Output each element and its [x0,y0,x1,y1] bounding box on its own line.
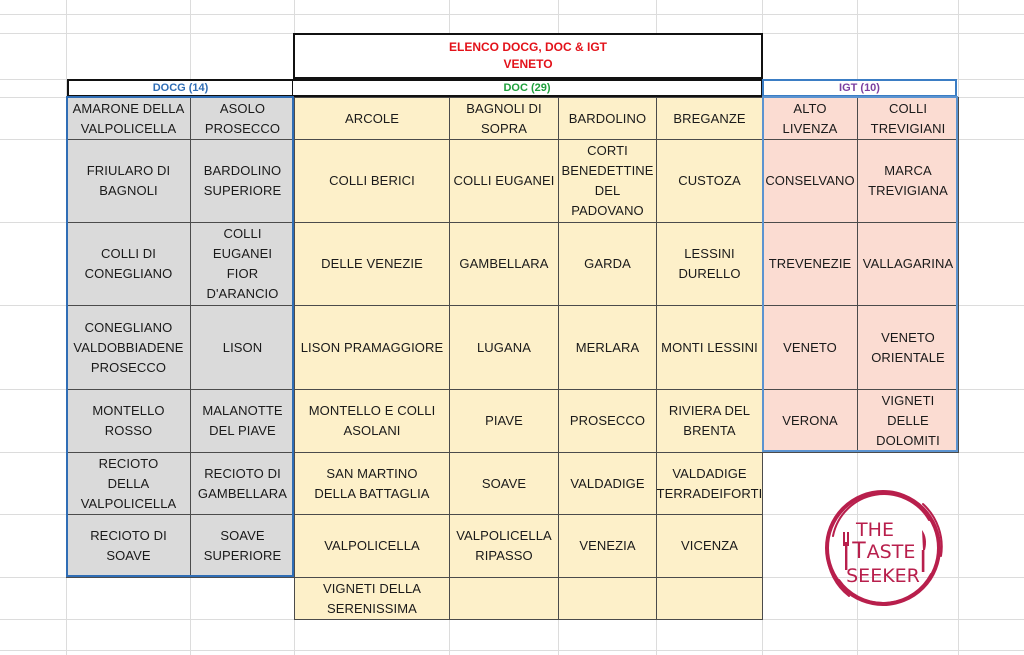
doc-cell[interactable] [449,577,559,620]
docg-cell[interactable]: SOAVE SUPERIORE [190,514,295,578]
doc-cell[interactable]: ARCOLE [294,97,450,140]
docg-header: DOCG (14) [67,79,294,97]
doc-cell[interactable]: BAGNOLI DI SOPRA [449,97,559,140]
docg-cell[interactable]: AMARONE DELLA VALPOLICELLA [66,97,191,140]
doc-cell[interactable]: COLLI BERICI [294,139,450,223]
doc-cell[interactable]: GAMBELLARA [449,222,559,306]
doc-cell[interactable]: MERLARA [558,305,657,390]
logo-line-1: THE [856,519,894,541]
igt-cell[interactable]: VENETO [762,305,858,390]
doc-cell[interactable]: RIVIERA DEL BRENTA [656,389,763,453]
docg-cell[interactable]: FRIULARO DI BAGNOLI [66,139,191,223]
doc-cell[interactable]: CUSTOZA [656,139,763,223]
doc-cell[interactable]: VENEZIA [558,514,657,578]
doc-cell[interactable] [656,577,763,620]
doc-cell[interactable]: VALPOLICELLA [294,514,450,578]
doc-cell[interactable]: VALDADIGE [558,452,657,515]
doc-cell[interactable]: SOAVE [449,452,559,515]
title-box [293,33,763,79]
docg-cell[interactable]: RECIOTO DI GAMBELLARA [190,452,295,515]
doc-header: DOC (29) [293,79,763,97]
title-line-1: ELENCO DOCG, DOC & IGT [448,40,607,54]
igt-cell[interactable]: VALLAGARINA [857,222,959,306]
igt-cell[interactable]: COLLI TREVIGIANI [857,97,959,140]
doc-cell[interactable]: PROSECCO [558,389,657,453]
docg-cell[interactable]: MALANOTTE DEL PIAVE [190,389,295,453]
igt-cell[interactable]: VIGNETI DELLE DOLOMITI [857,389,959,453]
docg-cell[interactable]: RECIOTO DI SOAVE [66,514,191,578]
doc-cell[interactable]: LESSINI DURELLO [656,222,763,306]
doc-cell[interactable]: MONTI LESSINI [656,305,763,390]
doc-cell[interactable]: BREGANZE [656,97,763,140]
doc-cell[interactable] [558,577,657,620]
igt-cell[interactable]: TREVENEZIE [762,222,858,306]
doc-cell[interactable]: GARDA [558,222,657,306]
docg-cell[interactable]: COLLI DI CONEGLIANO [66,222,191,306]
doc-cell[interactable]: VALPOLICELLA RIPASSO [449,514,559,578]
title-line-2: VENETO [503,57,553,71]
igt-cell[interactable]: VENETO ORIENTALE [857,305,959,390]
doc-cell[interactable]: VIGNETI DELLA SERENISSIMA [294,577,450,620]
igt-cell[interactable]: MARCA TREVIGIANA [857,139,959,223]
doc-cell[interactable]: MONTELLO E COLLI ASOLANI [294,389,450,453]
doc-cell[interactable]: LUGANA [449,305,559,390]
docg-cell[interactable]: CONEGLIANO VALDOBBIADENE PROSECCO [66,305,191,390]
doc-cell[interactable]: BARDOLINO [558,97,657,140]
doc-cell[interactable]: VALDADIGE TERRADEIFORTI [656,452,763,515]
docg-cell[interactable]: ASOLO PROSECCO [190,97,295,140]
docg-cell[interactable]: RECIOTO DELLA VALPOLICELLA [66,452,191,515]
doc-cell[interactable]: PIAVE [449,389,559,453]
logo-line-2: ASTE [866,541,916,563]
igt-cell[interactable]: CONSELVANO [762,139,858,223]
docg-cell[interactable]: COLLI EUGANEI FIOR D'ARANCIO [190,222,295,306]
doc-cell[interactable]: CORTI BENEDETTINE DEL PADOVANO [558,139,657,223]
doc-cell[interactable]: LISON PRAMAGGIORE [294,305,450,390]
docg-cell[interactable]: LISON [190,305,295,390]
docg-cell[interactable]: MONTELLO ROSSO [66,389,191,453]
logo-line-3: SEEKER [846,565,920,587]
taste-seeker-logo [819,484,947,612]
doc-cell[interactable]: DELLE VENEZIE [294,222,450,306]
knife-icon [922,530,926,572]
igt-cell[interactable]: VERONA [762,389,858,453]
svg-text:T: T [852,539,866,564]
doc-cell[interactable]: SAN MARTINO DELLA BATTAGLIA [294,452,450,515]
doc-cell[interactable]: COLLI EUGANEI [449,139,559,223]
docg-cell[interactable]: BARDOLINO SUPERIORE [190,139,295,223]
igt-header: IGT (10) [762,79,957,97]
doc-cell[interactable]: VICENZA [656,514,763,578]
igt-cell[interactable]: ALTO LIVENZA [762,97,858,140]
